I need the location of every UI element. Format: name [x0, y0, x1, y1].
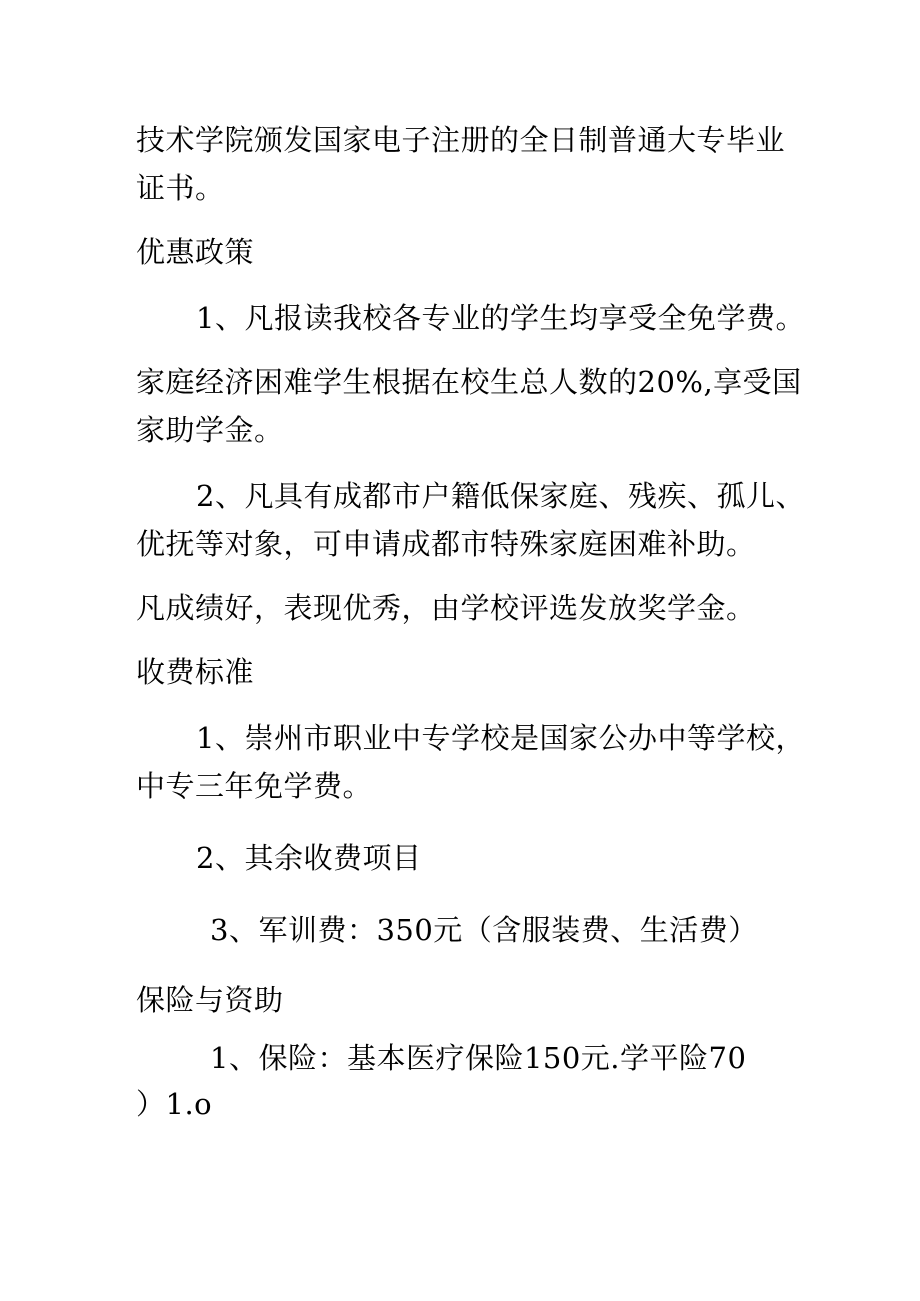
paragraph-line-13: 2、其余收费项目 [196, 841, 422, 875]
paragraph-line-6: 家助学金。 [136, 413, 284, 447]
paragraph-line-4: 1、凡报读我校各专业的学生均享受全免学费。 [196, 301, 805, 335]
paragraph-line-7: 2、凡具有成都市户籍低保家庭、残疾、孤儿、 [196, 479, 805, 513]
paragraph-line-1: 技术学院颁发国家电子注册的全日制普通大专毕业 [136, 123, 786, 157]
paragraph-line-2: 证书。 [136, 171, 225, 205]
section-heading-discount-policy: 优惠政策 [136, 235, 255, 269]
paragraph-line-14: 3、军训费：350元（含服装费、生活费） [210, 913, 758, 947]
paragraph-line-11: 1、崇州市职业中专学校是国家公办中等学校， [196, 721, 805, 755]
section-heading-fee-standard: 收费标准 [136, 655, 255, 689]
paragraph-line-17: ）1.o [136, 1087, 213, 1121]
paragraph-line-12: 中专三年免学费。 [136, 769, 373, 803]
paragraph-line-8: 优抚等对象，可申请成都市特殊家庭困难补助。 [136, 527, 756, 561]
paragraph-line-9: 凡成绩好，表现优秀，由学校评选发放奖学金。 [136, 591, 756, 625]
paragraph-line-5: 家庭经济困难学生根据在校生总人数的20%,享受国 [136, 365, 802, 399]
section-heading-insurance: 保险与资助 [136, 983, 284, 1017]
paragraph-line-16: 1、保险：基本医疗保险150元.学平险70 [210, 1041, 747, 1075]
